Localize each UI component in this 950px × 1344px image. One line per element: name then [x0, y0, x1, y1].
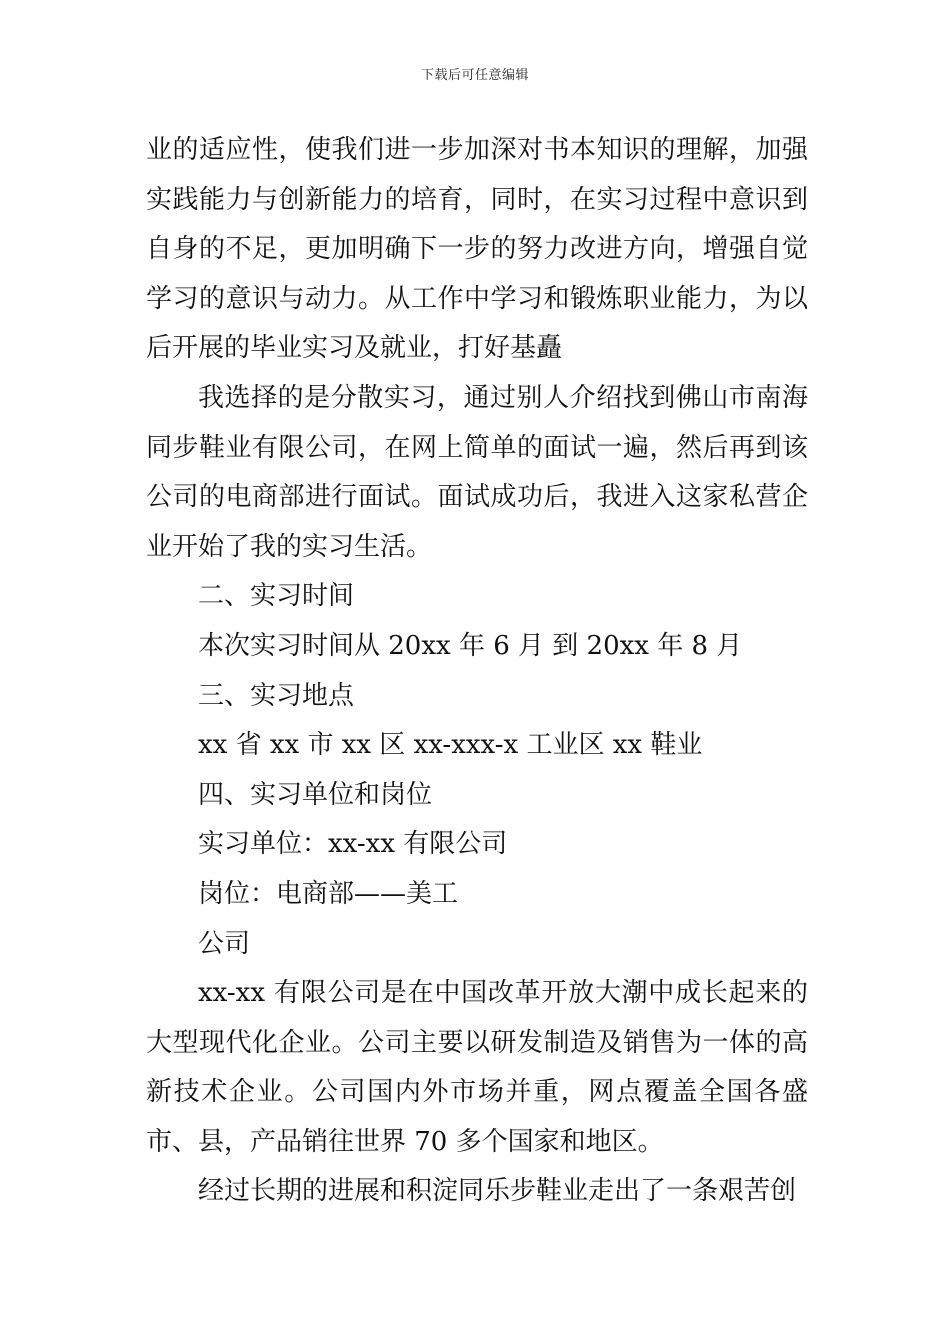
internship-location-text: xx 省 xx 市 xx 区 xx-xxx-x 工业区 xx 鞋业 — [198, 730, 703, 761]
body-paragraph: 业的适应性，使我们进一步加深对书本知识的理解，加强实践能力与创新能力的培育，同时，在实习过程中意识到自身的不足，更加明确下一步的努力改进方向，增强自觉学习的意识与动力。从工作中学习和锻炼职业能力，为以后开展的毕业实习及就业，打好基矗 — [146, 135, 808, 364]
section-heading-location: 三、实习地点 — [198, 680, 355, 711]
section-heading-company: 公司 — [198, 928, 251, 959]
document-body — [146, 126, 808, 1217]
company-paragraph: 经过长期的进展和积淀同乐步鞋业走出了一条艰苦创 — [198, 1176, 797, 1207]
section-heading-time: 二、实习时间 — [198, 581, 355, 612]
internship-time-text: 本次实习时间从 20xx 年 6 月 到 20xx 年 8 月 — [198, 630, 743, 661]
company-paragraph: xx-xx 有限公司是在中国改革开放大潮中成长起来的大型现代化企业。公司主要以研发制造及销售为一体的高新技术企业。公司国内外市场并重，网点覆盖全国各盛市、县，产品销往世界 70 多个国家和地区。 — [146, 978, 808, 1157]
page-header-note: 下载后可任意编辑 — [420, 68, 529, 83]
body-paragraph: 我选择的是分散实习，通过别人介绍找到佛山市南海同步鞋业有限公司，在网上简单的面试一遍，然后再到该公司的电商部进行面试。面试成功后，我进入这家私营企业开始了我的实习生活。 — [146, 382, 808, 562]
internship-unit-text: 实习单位：xx-xx 有限公司 — [198, 829, 508, 860]
internship-post-text: 岗位：电商部——美工 — [198, 878, 459, 909]
section-heading-unit-post: 四、实习单位和岗位 — [198, 779, 433, 810]
